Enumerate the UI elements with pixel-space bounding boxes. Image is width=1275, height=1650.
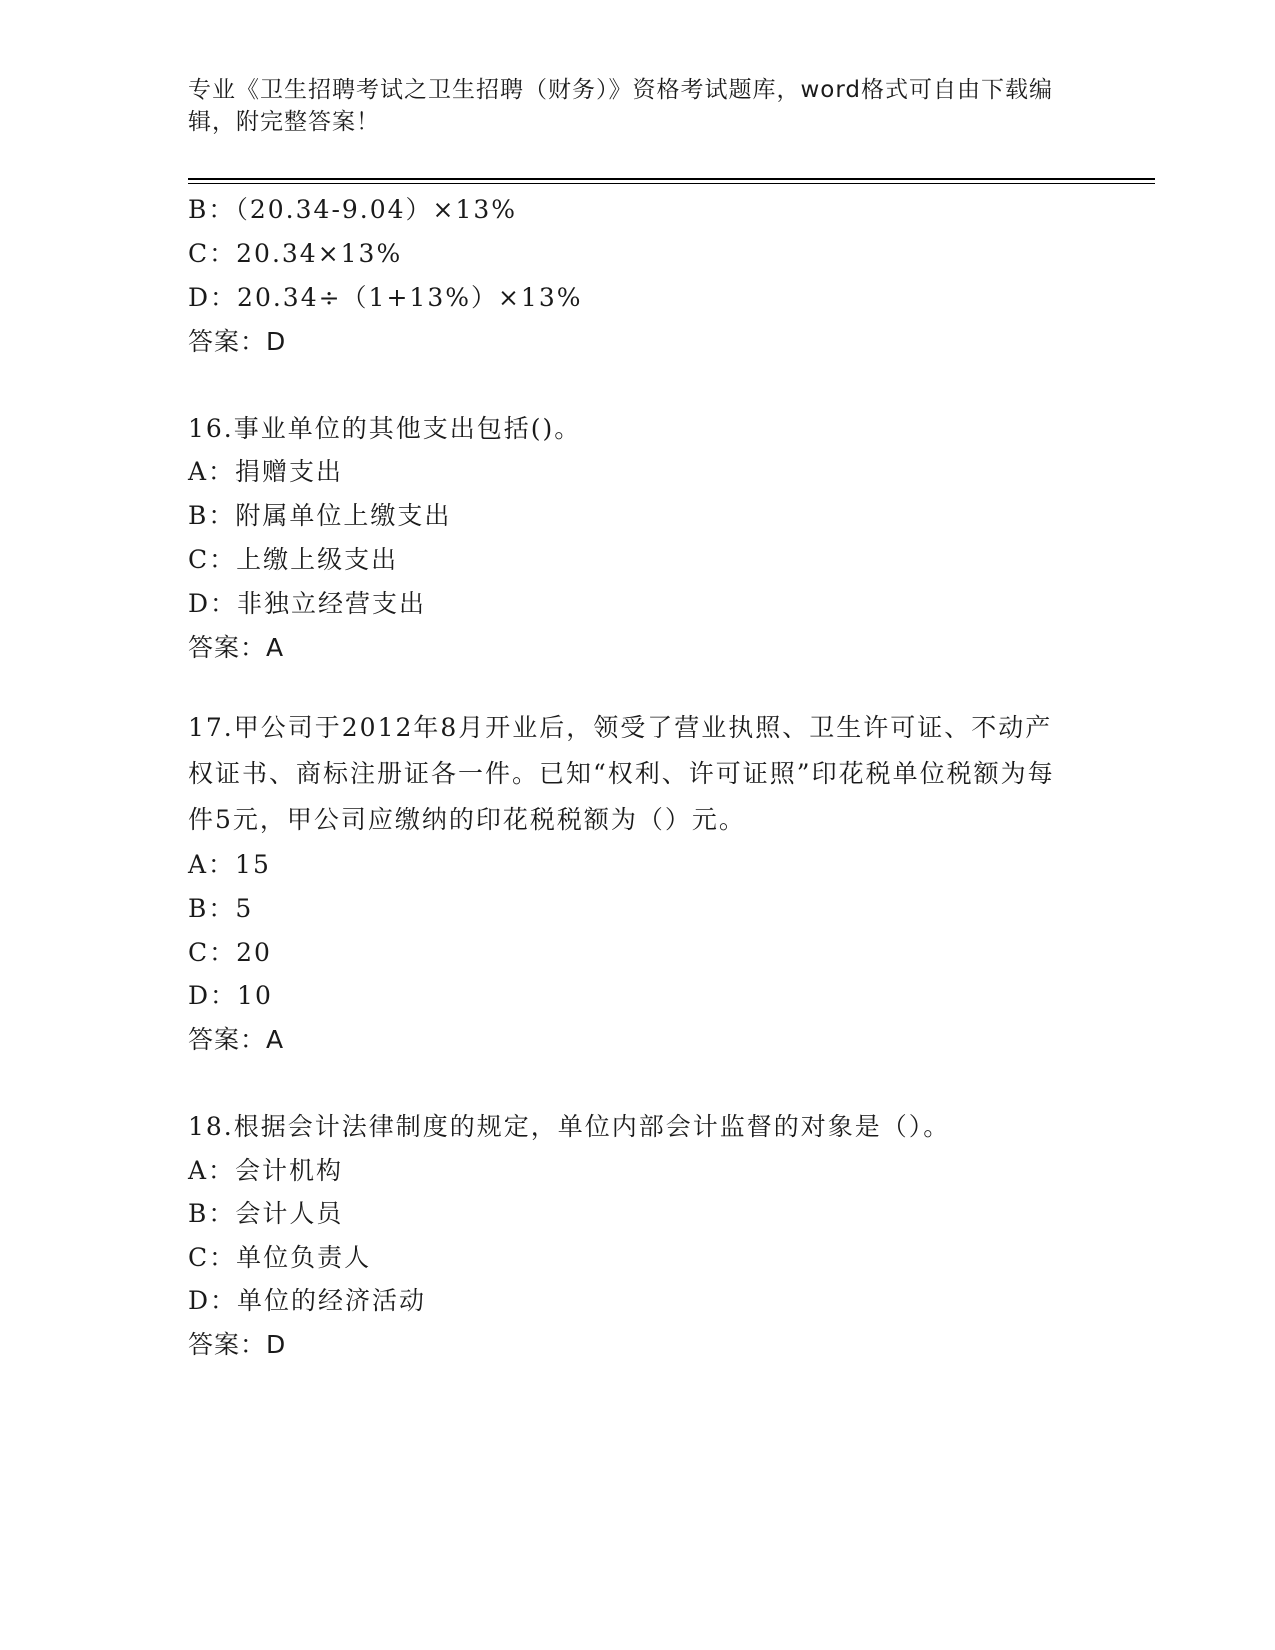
q17-option-b: B：5 [188,894,254,923]
q18-option-c: C：单位负责人 [188,1243,372,1272]
header-divider-thick [188,178,1155,180]
q18-option-b: B：会计人员 [188,1199,344,1228]
q16-option-a: A：捐赠支出 [188,457,344,486]
q15-option-c: C：20.34×13% [188,239,403,268]
q16-stem: 16.事业单位的其他支出包括()。 [188,414,582,443]
q18-answer: 答案：D [188,1330,287,1359]
q18-stem: 18.根据会计法律制度的规定，单位内部会计监督的对象是（）。 [188,1112,951,1141]
q16-answer: 答案：A [188,633,285,662]
q17-answer: 答案：A [188,1025,285,1054]
q16-option-c: C：上缴上级支出 [188,545,399,574]
q17-option-a: A：15 [188,850,271,879]
document-header: 专业《卫生招聘考试之卫生招聘（财务）》资格考试题库，word格式可自由下载编辑，附完整答案！ [188,77,1054,135]
q15-answer: 答案：D [188,327,287,356]
q15-option-d: D：20.34÷（1+13%）×13% [188,283,583,312]
q18-option-d: D：单位的经济活动 [188,1286,427,1315]
header-divider-thin [188,183,1155,184]
q15-option-b: B：（20.34-9.04）×13% [188,195,518,224]
q17-option-c: C：20 [188,938,272,967]
q16-option-d: D：非独立经营支出 [188,589,427,618]
q17-option-d: D：10 [188,981,273,1010]
q17-stem: 17.甲公司于2012年8月开业后，领受了营业执照、卫生许可证、不动产权证书、商标注册证各一件。已知“权利、许可证照”印花税单位税额为每件5元，甲公司应缴纳的印花税税额为（）元。 [188,713,1055,834]
q16-option-b: B：附属单位上缴支出 [188,501,452,530]
q18-option-a: A：会计机构 [188,1156,344,1185]
